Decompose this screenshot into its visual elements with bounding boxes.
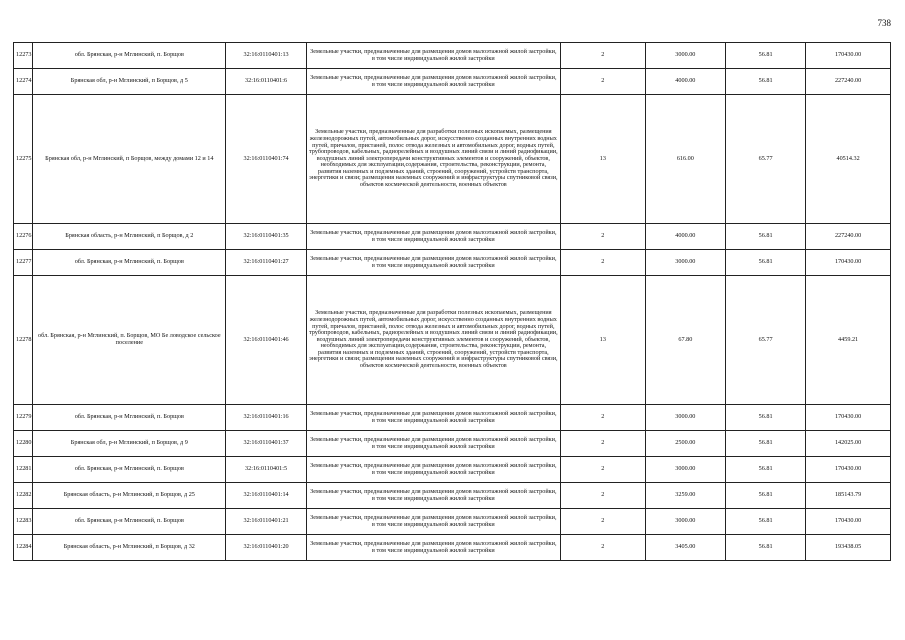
cadastral-value-cell: 142025.00 xyxy=(806,431,891,457)
parcel-number-cell: 12283 xyxy=(14,509,33,535)
specific-value-cell: 56.81 xyxy=(725,431,805,457)
table-row xyxy=(14,69,891,95)
permitted-use-cell: Земельные участки, предназначенные для размещения домов малоэтажной жилой застройки, в том числе индивидуальной жилой застройки xyxy=(306,224,560,250)
table-row xyxy=(14,43,891,69)
area-cell: 4000.00 xyxy=(645,69,725,95)
address-cell: Брянская обл, р-н Мглинский, п Борщов, между домами 12 и 14 xyxy=(33,95,226,224)
permitted-use-cell: Земельные участки, предназначенные для размещения домов малоэтажной жилой застройки, в том числе индивидуальной жилой застройки xyxy=(306,483,560,509)
address-cell: обл. Брянская, р-н Мглинский, п. Борщов xyxy=(33,43,226,69)
use-group-cell: 2 xyxy=(560,535,645,561)
cadastral-value-cell: 227240.00 xyxy=(806,224,891,250)
parcel-number-cell: 12282 xyxy=(14,483,33,509)
cadastral-number-cell: 32:16:0110401:46 xyxy=(226,276,306,405)
address-cell: Брянская область, р-н Мглинский, п Борщов, д 25 xyxy=(33,483,226,509)
cadastral-value-cell: 170430.00 xyxy=(806,405,891,431)
cadastral-value-cell: 227240.00 xyxy=(806,69,891,95)
table-row xyxy=(14,224,891,250)
cadastral-value-cell: 193438.05 xyxy=(806,535,891,561)
permitted-use-cell: Земельные участки, предназначенные для размещения домов малоэтажной жилой застройки, в том числе индивидуальной жилой застройки xyxy=(306,431,560,457)
parcel-number-cell: 12274 xyxy=(14,69,33,95)
permitted-use-cell: Земельные участки, предназначенные для размещения домов малоэтажной жилой застройки, в том числе индивидуальной жилой застройки xyxy=(306,250,560,276)
specific-value-cell: 56.81 xyxy=(725,405,805,431)
specific-value-cell: 56.81 xyxy=(725,224,805,250)
specific-value-cell: 56.81 xyxy=(725,69,805,95)
use-group-cell: 13 xyxy=(560,276,645,405)
area-cell: 3000.00 xyxy=(645,250,725,276)
cadastral-number-cell: 32:16:0110401:35 xyxy=(226,224,306,250)
cadastral-value-cell: 4459.21 xyxy=(806,276,891,405)
permitted-use-cell: Земельные участки, предназначенные для размещения домов малоэтажной жилой застройки, в том числе индивидуальной жилой застройки xyxy=(306,535,560,561)
parcel-number-cell: 12281 xyxy=(14,457,33,483)
permitted-use-cell: Земельные участки, предназначенные для размещения домов малоэтажной жилой застройки, в том числе индивидуальной жилой застройки xyxy=(306,457,560,483)
specific-value-cell: 65.77 xyxy=(725,276,805,405)
area-cell: 2500.00 xyxy=(645,431,725,457)
table-row xyxy=(14,535,891,561)
land-register-table xyxy=(13,42,891,561)
table-row xyxy=(14,431,891,457)
specific-value-cell: 56.81 xyxy=(725,483,805,509)
cadastral-value-cell: 185143.79 xyxy=(806,483,891,509)
use-group-cell: 2 xyxy=(560,405,645,431)
table-row xyxy=(14,483,891,509)
cadastral-number-cell: 32:16:0110401:20 xyxy=(226,535,306,561)
address-cell: обл. Брянская, р-н Мглинский, п. Борщов xyxy=(33,250,226,276)
specific-value-cell: 56.81 xyxy=(725,250,805,276)
area-cell: 3000.00 xyxy=(645,405,725,431)
address-cell: обл. Брянская, р-н Мглинский, п. Борщов xyxy=(33,509,226,535)
cadastral-number-cell: 32:16:0110401:6 xyxy=(226,69,306,95)
specific-value-cell: 56.81 xyxy=(725,43,805,69)
use-group-cell: 2 xyxy=(560,250,645,276)
area-cell: 67.80 xyxy=(645,276,725,405)
area-cell: 4000.00 xyxy=(645,224,725,250)
parcel-number-cell: 12284 xyxy=(14,535,33,561)
use-group-cell: 2 xyxy=(560,509,645,535)
cadastral-number-cell: 32:16:0110401:74 xyxy=(226,95,306,224)
address-cell: Брянская обл, р-н Мглинский, п Борщов, д 5 xyxy=(33,69,226,95)
permitted-use-cell: Земельные участки, предназначенные для размещения домов малоэтажной жилой застройки, в том числе индивидуальной жилой застройки xyxy=(306,43,560,69)
use-group-cell: 2 xyxy=(560,69,645,95)
cadastral-number-cell: 32:16:0110401:21 xyxy=(226,509,306,535)
area-cell: 3259.00 xyxy=(645,483,725,509)
area-cell: 616.00 xyxy=(645,95,725,224)
use-group-cell: 2 xyxy=(560,483,645,509)
use-group-cell: 2 xyxy=(560,43,645,69)
cadastral-value-cell: 170430.00 xyxy=(806,250,891,276)
specific-value-cell: 56.81 xyxy=(725,457,805,483)
cadastral-number-cell: 32:16:0110401:16 xyxy=(226,405,306,431)
table-row xyxy=(14,95,891,224)
address-cell: Брянская область, р-н Мглинский, п Борщов, д 32 xyxy=(33,535,226,561)
parcel-number-cell: 12278 xyxy=(14,276,33,405)
permitted-use-cell: Земельные участки, предназначенные для размещения домов малоэтажной жилой застройки, в том числе индивидуальной жилой застройки xyxy=(306,509,560,535)
parcel-number-cell: 12277 xyxy=(14,250,33,276)
cadastral-number-cell: 32:16:0110401:37 xyxy=(226,431,306,457)
permitted-use-cell: Земельные участки, предназначенные для размещения домов малоэтажной жилой застройки, в том числе индивидуальной жилой застройки xyxy=(306,405,560,431)
cadastral-number-cell: 32:16:0110401:13 xyxy=(226,43,306,69)
parcel-number-cell: 12276 xyxy=(14,224,33,250)
permitted-use-cell: Земельные участки, предназначенные для размещения домов малоэтажной жилой застройки, в том числе индивидуальной жилой застройки xyxy=(306,69,560,95)
parcel-number-cell: 12279 xyxy=(14,405,33,431)
table-row xyxy=(14,509,891,535)
use-group-cell: 2 xyxy=(560,224,645,250)
area-cell: 3000.00 xyxy=(645,43,725,69)
page-number: 738 xyxy=(877,18,891,28)
address-cell: обл. Брянская, р-н Мглинский, п. Борщов xyxy=(33,457,226,483)
specific-value-cell: 56.81 xyxy=(725,509,805,535)
parcel-number-cell: 12280 xyxy=(14,431,33,457)
table-row xyxy=(14,405,891,431)
address-cell: обл. Брянская, р-н Мглинский, п. Борщов, МО Бе ловодское сельское поселение xyxy=(33,276,226,405)
cadastral-value-cell: 170430.00 xyxy=(806,457,891,483)
address-cell: Брянская область, р-н Мглинский, п Борщов, д 2 xyxy=(33,224,226,250)
area-cell: 3000.00 xyxy=(645,457,725,483)
cadastral-value-cell: 170430.00 xyxy=(806,43,891,69)
area-cell: 3000.00 xyxy=(645,509,725,535)
table-body xyxy=(14,43,891,561)
use-group-cell: 2 xyxy=(560,431,645,457)
parcel-number-cell: 12275 xyxy=(14,95,33,224)
specific-value-cell: 56.81 xyxy=(725,535,805,561)
cadastral-value-cell: 170430.00 xyxy=(806,509,891,535)
parcel-number-cell: 12273 xyxy=(14,43,33,69)
cadastral-value-cell: 40514.32 xyxy=(806,95,891,224)
permitted-use-cell: Земельные участки, предназначенные для разработки полезных ископаемых, размещения железнодорожных путей, автомобильных дорог, искусственно созданных внутренних водных путей, причалов, пристаней, полос отвода железных и автомобильных дорог, водных путей, трубопроводов, кабельных, радиорелейных и воздушных линий связи и линий радиофикации, воздушных линий электропередачи конструктивных элементов и сооружений, объектов, необходимых для эксплуатации,содержания, строительства, реконструкции, ремонта, развития наземных и подземных зданий, строений, сооружений, устройств транспорта, энергетики и связи; размещения наземных сооружений и инфраструктуры спутниковой связи, объектов космической деятельности, военных объектов xyxy=(306,95,560,224)
cadastral-number-cell: 32:16:0110401:27 xyxy=(226,250,306,276)
table-row xyxy=(14,457,891,483)
permitted-use-cell: Земельные участки, предназначенные для разработки полезных ископаемых, размещения железнодорожных путей, автомобильных дорог, искусственно созданных внутренних водных путей, причалов, пристаней, полос отвода железных и автомобильных дорог, водных путей, трубопроводов, кабельных, радиорелейных и воздушных линий связи и линий радиофикации, воздушных линий электропередачи конструктивных элементов и сооружений, объектов, необходимых для эксплуатации,содержания, строительства, реконструкции, ремонта, развития наземных и подземных зданий, строений, сооружений, устройств транспорта, энергетики и связи; размещения наземных сооружений и инфраструктуры спутниковой связи, объектов космической деятельности, военных объектов xyxy=(306,276,560,405)
cadastral-number-cell: 32:16:0110401:5 xyxy=(226,457,306,483)
cadastral-number-cell: 32:16:0110401:14 xyxy=(226,483,306,509)
area-cell: 3405.00 xyxy=(645,535,725,561)
address-cell: Брянская обл, р-н Мглинский, п Борщов, д 9 xyxy=(33,431,226,457)
table-row xyxy=(14,276,891,405)
address-cell: обл. Брянская, р-н Мглинский, п. Борщов xyxy=(33,405,226,431)
use-group-cell: 2 xyxy=(560,457,645,483)
specific-value-cell: 65.77 xyxy=(725,95,805,224)
use-group-cell: 13 xyxy=(560,95,645,224)
table-row xyxy=(14,250,891,276)
